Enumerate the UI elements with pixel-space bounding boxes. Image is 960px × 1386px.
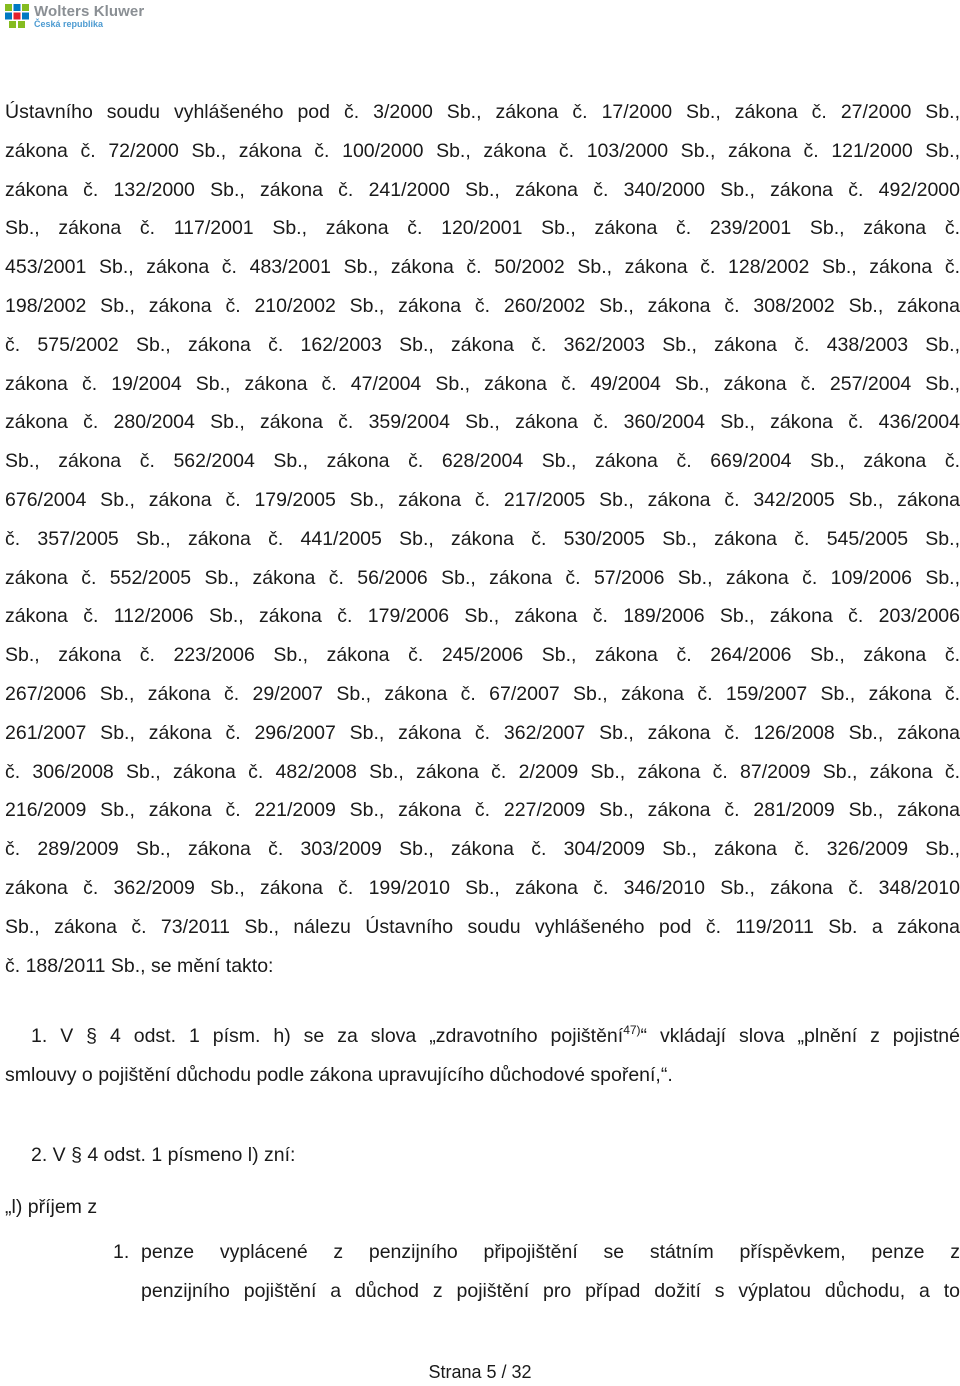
paragraph-line: zákona č. 72/2000 Sb., zákona č. 100/2000 Sb., zákona č. 103/2000 Sb., zákona č. 121/2000 Sb., xyxy=(5,139,960,162)
paragraph-line: č. 188/2011 Sb., se mění takto: xyxy=(5,954,274,977)
paragraph-line: zákona č. 112/2006 Sb., zákona č. 179/2006 Sb., zákona č. 189/2006 Sb., zákona č. 203/2006 xyxy=(5,605,960,628)
logo-name: Wolters Kluwer xyxy=(34,2,145,20)
wolters-kluwer-logo-icon xyxy=(4,3,30,29)
paragraph-line: zákona č. 280/2004 Sb., zákona č. 359/2004 Sb., zákona č. 360/2004 Sb., zákona č. 436/2004 xyxy=(5,411,960,434)
paragraph-line: Sb., zákona č. 73/2011 Sb., nálezu Ústavního soudu vyhlášeného pod č. 119/2011 Sb. a zákona xyxy=(5,915,960,938)
paragraph-line: č. 575/2002 Sb., zákona č. 162/2003 Sb., zákona č. 362/2003 Sb., zákona č. 438/2003 Sb., xyxy=(5,333,960,356)
sub-item-1 xyxy=(113,1233,960,1311)
item-1-line-2: smlouvy o pojištění důchodu podle zákona upravujícího důchodové spoření,“. xyxy=(5,1063,673,1086)
item-1-line-1 xyxy=(5,1017,960,1056)
paragraph-line: 453/2001 Sb., zákona č. 483/2001 Sb., zákona č. 50/2002 Sb., zákona č. 128/2002 Sb., zákona č. xyxy=(5,256,960,279)
paragraph-line: Ústavního soudu vyhlášeného pod č. 3/2000 Sb., zákona č. 17/2000 Sb., zákona č. 27/2000 Sb., xyxy=(5,101,960,123)
paragraph-line: 198/2002 Sb., zákona č. 210/2002 Sb., zákona č. 260/2002 Sb., zákona č. 308/2002 Sb., zákona xyxy=(5,294,960,317)
paragraph-line: Sb., zákona č. 223/2006 Sb., zákona č. 245/2006 Sb., zákona č. 264/2006 Sb., zákona č. xyxy=(5,644,960,667)
sub-item-line-2: penzijního pojištění a důchod z pojištění pro případ dožití s výplatou důchodu, a to xyxy=(141,1279,960,1302)
paragraph-line: č. 357/2005 Sb., zákona č. 441/2005 Sb., zákona č. 530/2005 Sb., zákona č. 545/2005 Sb., xyxy=(5,527,960,550)
sub-item-line-1 xyxy=(113,1233,960,1272)
sub-item-text-1: penze vyplácené z penzijního připojištění se státním příspěvkem, penze z xyxy=(141,1241,960,1263)
paragraph-line: Sb., zákona č. 562/2004 Sb., zákona č. 628/2004 Sb., zákona č. 669/2004 Sb., zákona č. xyxy=(5,450,960,473)
paragraph-line: č. 289/2009 Sb., zákona č. 303/2009 Sb., zákona č. 304/2009 Sb., zákona č. 326/2009 Sb., xyxy=(5,838,960,861)
paragraph-line: zákona č. 552/2005 Sb., zákona č. 56/2006 Sb., zákona č. 57/2006 Sb., zákona č. 109/2006 Sb., xyxy=(5,566,960,589)
item-1-text-b: “ vkládají slova „plnění z pojistné xyxy=(640,1025,960,1047)
paragraph-line: 267/2006 Sb., zákona č. 29/2007 Sb., zákona č. 67/2007 Sb., zákona č. 159/2007 Sb., zákona č. xyxy=(5,682,960,705)
amendment-item-2: 2. V § 4 odst. 1 písmeno l) zní: xyxy=(31,1144,296,1166)
main-paragraph xyxy=(5,93,960,985)
footnote-reference: 47) xyxy=(623,1023,641,1037)
paragraph-line: 216/2009 Sb., zákona č. 221/2009 Sb., zákona č. 227/2009 Sb., zákona č. 281/2009 Sb., zákona xyxy=(5,799,960,822)
paragraph-line: zákona č. 132/2000 Sb., zákona č. 241/2000 Sb., zákona č. 340/2000 Sb., zákona č. 492/2000 xyxy=(5,178,960,201)
page-footer: Strana 5 / 32 xyxy=(428,1362,532,1382)
logo-subtitle: Česká republika xyxy=(34,18,104,29)
sub-item-number: 1. xyxy=(113,1241,130,1263)
logo xyxy=(4,3,144,29)
amendment-item-3-heading: „l) příjem z xyxy=(5,1196,98,1218)
paragraph-line: 676/2004 Sb., zákona č. 179/2005 Sb., zákona č. 217/2005 Sb., zákona č. 342/2005 Sb., zákona xyxy=(5,488,960,511)
paragraph-line: Sb., zákona č. 117/2001 Sb., zákona č. 120/2001 Sb., zákona č. 239/2001 Sb., zákona č. xyxy=(5,217,960,240)
item-1-text-a: 1. V § 4 odst. 1 písm. h) se za slova „zdravotního pojištění xyxy=(31,1025,624,1047)
paragraph-line: č. 306/2008 Sb., zákona č. 482/2008 Sb., zákona č. 2/2009 Sb., zákona č. 87/2009 Sb., zákona č. xyxy=(5,760,960,783)
amendment-item-1 xyxy=(5,1017,960,1095)
paragraph-line: zákona č. 362/2009 Sb., zákona č. 199/2010 Sb., zákona č. 346/2010 Sb., zákona č. 348/2010 xyxy=(5,876,960,899)
paragraph-line: zákona č. 19/2004 Sb., zákona č. 47/2004 Sb., zákona č. 49/2004 Sb., zákona č. 257/2004 Sb., xyxy=(5,372,960,395)
paragraph-line: 261/2007 Sb., zákona č. 296/2007 Sb., zákona č. 362/2007 Sb., zákona č. 126/2008 Sb., zákona xyxy=(5,721,960,744)
